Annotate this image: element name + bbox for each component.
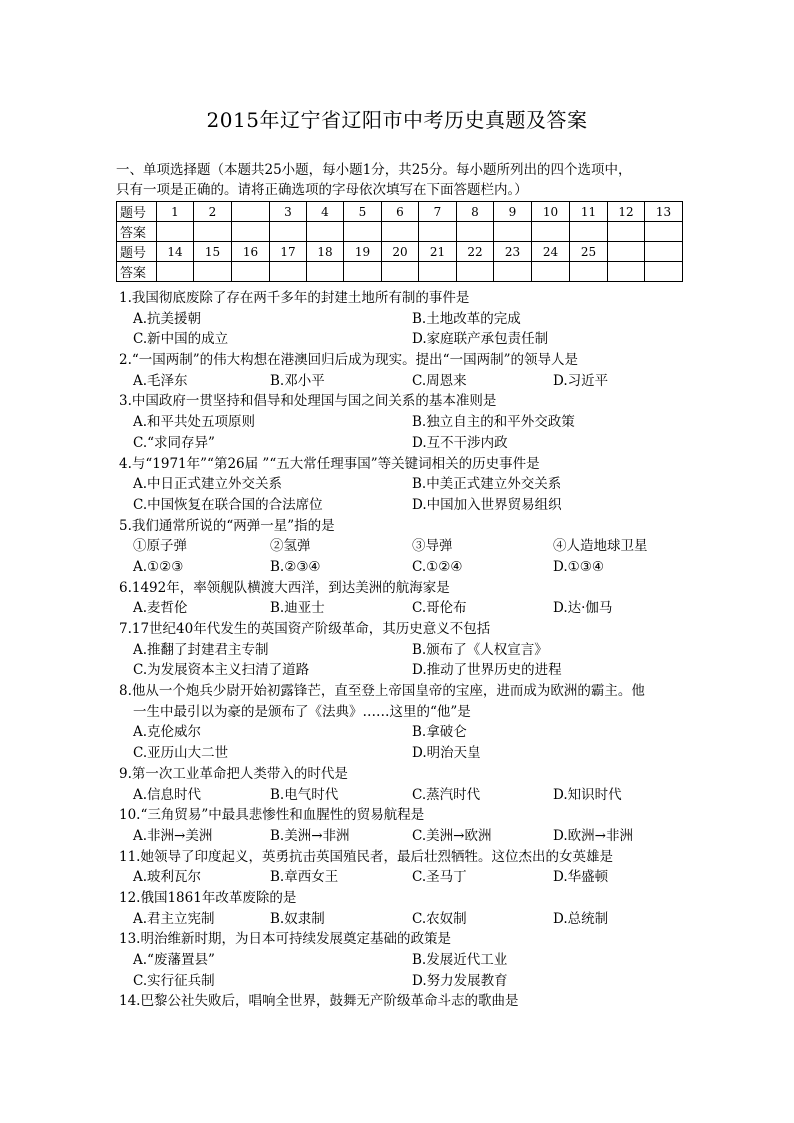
options-row	[116, 909, 686, 930]
option-d[interactable]: D.互不干涉内政	[412, 434, 508, 451]
question-stem: 9.第一次工业革命把人类带入的时代是	[119, 765, 348, 782]
instruction-line: 只有一项是正确的。请将正确选项的字母依次填写在下面答题栏内。）	[116, 182, 528, 198]
question-stem: 13.明治维新时期，为日本可持续发展奠定基础的政策是	[119, 931, 451, 948]
answer-cell[interactable]	[157, 222, 194, 242]
answer-label: 答案	[117, 222, 157, 242]
statement-row	[116, 536, 686, 557]
question-item	[116, 805, 686, 846]
question-stem: 1.我国彻底废除了存在两千多年的封建土地所有制的事件是	[119, 290, 470, 306]
option-b[interactable]: B.电气时代	[270, 786, 339, 803]
answer-table-number-row	[117, 242, 683, 262]
question-number-cell	[645, 242, 683, 262]
options-row	[116, 950, 686, 971]
option-a[interactable]: A.“废藩置县”	[133, 952, 215, 968]
question-list	[116, 288, 686, 1012]
question-number-cell: 22	[457, 242, 494, 262]
question-number-cell: 20	[382, 242, 419, 262]
statement-item: ③导弹	[412, 538, 453, 555]
question-item	[116, 929, 686, 991]
question-item	[116, 350, 686, 391]
question-number-cell: 13	[645, 202, 683, 222]
options-row	[116, 371, 686, 392]
option-b[interactable]: B.美洲→非洲	[270, 827, 350, 844]
option-b[interactable]: B.迪亚士	[270, 600, 325, 617]
option-b[interactable]: B.邓小平	[270, 372, 325, 389]
question-number-cell: 18	[307, 242, 344, 262]
option-b[interactable]: B.中美正式建立外交关系	[412, 476, 562, 493]
options-row	[116, 557, 686, 578]
option-c[interactable]: C.周恩来	[412, 372, 467, 389]
option-a[interactable]: A.麦哲伦	[133, 600, 188, 617]
question-number-cell: 2	[194, 202, 232, 222]
options-row	[116, 309, 686, 330]
answer-cell[interactable]	[157, 262, 194, 282]
question-number-cell: 23	[494, 242, 532, 262]
option-c[interactable]: C.实行征兵制	[133, 972, 215, 989]
option-b[interactable]: B.颁布了《人权宣言》	[412, 641, 548, 658]
option-b[interactable]: B.拿破仑	[412, 724, 467, 741]
option-a[interactable]: A.克伦威尔	[133, 724, 202, 741]
question-item	[116, 619, 686, 681]
options-row	[116, 867, 686, 888]
question-stem: 6.1492年，率领舰队横渡大西洋，到达美洲的航海家是	[119, 579, 450, 596]
option-b[interactable]: B.土地改革的完成	[412, 310, 521, 327]
option-c[interactable]: C.美洲→欧洲	[412, 827, 492, 844]
options-row	[116, 971, 686, 992]
section-instructions	[116, 160, 686, 200]
question-stem: 3.中国政府一贯坚持和倡导和处理国与国之间关系的基本准则是	[119, 393, 497, 410]
option-c[interactable]: C.为发展资本主义扫清了道路	[133, 662, 310, 679]
answer-cell[interactable]	[570, 222, 608, 242]
question-number-cell: 10	[532, 202, 570, 222]
options-row	[116, 785, 686, 806]
option-d[interactable]: D.知识时代	[553, 786, 622, 803]
question-item	[116, 888, 686, 929]
answer-cell[interactable]	[270, 262, 307, 282]
option-c[interactable]: C.①②④	[412, 558, 463, 575]
answer-cell[interactable]	[645, 222, 683, 242]
option-a[interactable]: A.①②③	[133, 558, 184, 575]
option-d[interactable]: D.总统制	[553, 910, 609, 927]
options-row	[116, 474, 686, 495]
options-row	[116, 495, 686, 516]
answer-cell[interactable]	[344, 222, 382, 242]
question-number-cell: 12	[608, 202, 645, 222]
question-item	[116, 516, 686, 578]
answer-cell[interactable]	[532, 222, 570, 242]
question-number-cell: 6	[382, 202, 419, 222]
question-item	[116, 391, 686, 453]
question-number-cell	[608, 242, 645, 262]
question-number-label: 题号	[117, 242, 157, 262]
option-a[interactable]: A.君主立宪制	[133, 910, 215, 927]
statement-item: ④人造地球卫星	[553, 538, 648, 555]
option-d[interactable]: D.欧洲→非洲	[553, 827, 633, 844]
options-row	[116, 722, 686, 743]
options-row	[116, 598, 686, 619]
question-number-cell: 25	[570, 242, 608, 262]
question-item	[116, 847, 686, 888]
question-number-cell: 11	[570, 202, 608, 222]
options-row	[116, 433, 686, 454]
answer-cell[interactable]	[194, 222, 232, 242]
option-b[interactable]: B.章西女王	[270, 869, 339, 886]
answer-cell[interactable]	[608, 262, 645, 282]
question-number-cell: 16	[232, 242, 270, 262]
question-stem: 5.我们通常所说的“两弹一星”指的是	[119, 517, 335, 534]
option-d[interactable]: D.①③④	[553, 558, 604, 575]
option-d[interactable]: D.达·伽马	[553, 600, 613, 617]
answer-cell[interactable]	[532, 262, 570, 282]
question-number-cell: 17	[270, 242, 307, 262]
question-number-cell: 9	[494, 202, 532, 222]
options-row	[116, 660, 686, 681]
question-number-cell: 15	[194, 242, 232, 262]
option-c[interactable]: C.哥伦布	[412, 600, 467, 617]
question-stem: 14.巴黎公社失败后，唱响全世界，鼓舞无产阶级革命斗志的歌曲是	[119, 993, 519, 1010]
option-a[interactable]: A.抗美援朝	[133, 310, 202, 327]
option-d[interactable]: D.习近平	[553, 372, 609, 389]
option-a[interactable]: A.中日正式建立外交关系	[133, 476, 283, 493]
answer-cell[interactable]	[382, 262, 419, 282]
option-c[interactable]: C.农奴制	[412, 910, 467, 927]
answer-cell[interactable]	[570, 262, 608, 282]
question-number-cell: 19	[344, 242, 382, 262]
question-number-cell: 3	[270, 202, 307, 222]
question-stem: 2.“一国两制”的伟大构想在港澳回归后成为现实。提出“一国两制”的领导人是	[119, 352, 578, 369]
question-number-label: 题号	[117, 202, 157, 222]
answer-cell[interactable]	[232, 222, 270, 242]
answer-table	[116, 201, 683, 282]
question-number-cell: 5	[344, 202, 382, 222]
option-b[interactable]: B.发展近代工业	[412, 952, 508, 968]
option-d[interactable]: D.明治天皇	[412, 745, 481, 762]
option-a[interactable]: A.信息时代	[133, 786, 202, 803]
answer-cell[interactable]	[494, 222, 532, 242]
option-b[interactable]: B.独立自主的和平外交政策	[412, 414, 575, 431]
answer-cell[interactable]	[419, 222, 457, 242]
answer-cell[interactable]	[457, 262, 494, 282]
option-b[interactable]: B.奴隶制	[270, 910, 325, 927]
options-row	[116, 412, 686, 433]
question-stem: 4.与“1971年”“第26届 ”“五大常任理事国”等关键词相关的历史事件是	[119, 455, 540, 472]
question-number-cell: 21	[419, 242, 457, 262]
question-number-cell: 7	[419, 202, 457, 222]
option-c[interactable]: C.亚历山大二世	[133, 745, 229, 762]
answer-cell[interactable]	[457, 222, 494, 242]
question-stem: 10.“三角贸易”中最具悲惨性和血腥性的贸易航程是	[119, 807, 425, 824]
option-a[interactable]: A.推翻了封建君主专制	[133, 641, 269, 658]
answer-cell[interactable]	[494, 262, 532, 282]
option-d[interactable]: D.中国加入世界贸易组织	[412, 496, 562, 513]
instruction-line: 一、单项选择题（本题共25小题，每小题1分，共25分。每小题所列出的四个选项中，	[116, 162, 632, 178]
option-c[interactable]: C.圣马丁	[412, 869, 467, 886]
option-c[interactable]: C.蒸汽时代	[412, 786, 481, 803]
option-c[interactable]: C.“求同存异”	[133, 434, 215, 451]
answer-cell[interactable]	[270, 222, 307, 242]
answer-cell[interactable]	[194, 262, 232, 282]
question-stem: 12.俄国1861年改革废除的是	[119, 889, 297, 906]
option-c[interactable]: C.新中国的成立	[133, 331, 229, 348]
answer-cell[interactable]	[382, 222, 419, 242]
question-number-cell: 4	[307, 202, 344, 222]
option-a[interactable]: A.玻利瓦尔	[133, 869, 202, 886]
question-stem: 7.17世纪40年代发生的英国资产阶级革命，其历史意义不包括	[119, 621, 491, 637]
option-a[interactable]: A.毛泽东	[133, 372, 188, 389]
question-item	[116, 991, 686, 1012]
question-stem: 11.她领导了印度起义，英勇抗击英国殖民者，最后壮烈牺牲。这位杰出的女英雄是	[119, 848, 613, 865]
options-row	[116, 826, 686, 847]
question-item	[116, 454, 686, 516]
option-a[interactable]: A.非洲→美洲	[133, 827, 213, 844]
question-number-cell	[232, 202, 270, 222]
statement-item: ②氢弹	[270, 538, 311, 555]
answer-cell[interactable]	[307, 222, 344, 242]
question-stem: 一生中最引以为豪的是颁布了《法典》……这里的“他”是	[133, 703, 471, 720]
options-row	[116, 329, 686, 350]
answer-table-answer-row	[117, 222, 683, 242]
question-number-cell: 14	[157, 242, 194, 262]
answer-cell[interactable]	[344, 262, 382, 282]
answer-cell[interactable]	[608, 222, 645, 242]
question-number-cell: 24	[532, 242, 570, 262]
option-c[interactable]: C.中国恢复在联合国的合法席位	[133, 496, 323, 513]
question-item	[116, 681, 686, 764]
answer-label: 答案	[117, 262, 157, 282]
statement-item: ①原子弹	[133, 538, 187, 555]
option-d[interactable]: D.推动了世界历史的进程	[412, 662, 562, 679]
option-d[interactable]: D.家庭联产承包责任制	[412, 331, 549, 348]
question-item	[116, 578, 686, 619]
page-title: 2015年辽宁省辽阳市中考历史真题及答案	[206, 108, 588, 132]
options-row	[116, 743, 686, 764]
question-item	[116, 288, 686, 350]
question-number-cell: 8	[457, 202, 494, 222]
option-b[interactable]: B.②③④	[270, 558, 321, 575]
answer-cell[interactable]	[419, 262, 457, 282]
question-number-cell: 1	[157, 202, 194, 222]
option-d[interactable]: D.华盛顿	[553, 869, 609, 886]
question-stem: 8.他从一个炮兵少尉开始初露锋芒，直至登上帝国皇帝的宝座，进而成为欧洲的霸主。他	[119, 683, 645, 700]
option-d[interactable]: D.努力发展教育	[412, 972, 508, 989]
answer-table-answer-row	[117, 262, 683, 282]
options-row	[116, 640, 686, 661]
answer-table-number-row	[117, 202, 683, 222]
question-item	[116, 764, 686, 805]
answer-cell[interactable]	[307, 262, 344, 282]
option-a[interactable]: A.和平共处五项原则	[133, 414, 256, 431]
answer-cell[interactable]	[232, 262, 270, 282]
answer-cell[interactable]	[645, 262, 683, 282]
